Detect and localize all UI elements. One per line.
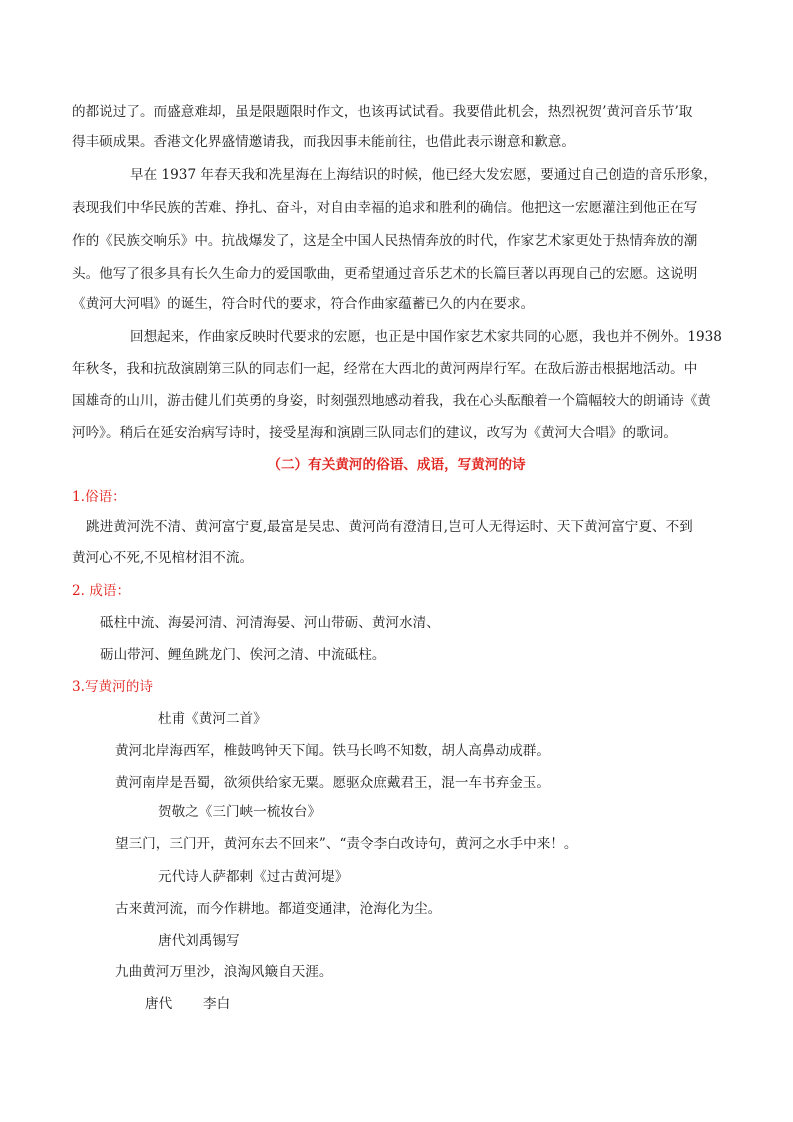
paragraph-1937-line: 头。他写了很多具有长久生命力的爱国歌曲，更希望通过音乐艺术的长篇巨著以再现自己的宏愿。这说明: [72, 266, 698, 282]
poems-heading: 3.写黄河的诗: [72, 679, 153, 695]
paragraph-1937-line: 《黄河大河唱》的诞生，符合时代的要求，符合作曲家蕴蓄已久的内在要求。: [72, 296, 535, 312]
poem-line: 黄河南岸是吾蜀，欲须供给家无粟。愿驱众庶戴君王，混一车书弃金玉。: [115, 775, 550, 791]
idioms-heading: 2. 成语：: [72, 583, 131, 599]
poem-author: 李白: [203, 996, 231, 1012]
poem-title: 元代诗人萨都剌《过古黄河堤》: [158, 869, 349, 885]
proverbs-heading: 1.俗语：: [72, 489, 126, 505]
paragraph-1937-line: 表现我们中华民族的苦难、挣扎、奋斗，对自由幸福的追求和胜利的确信。他把这一宏愿灌注到他正在写: [72, 200, 698, 216]
intro-line: 的都说过了。而盛意难却，虽是限题限时作文，也该再试试看。我要借此机会，热烈祝贺’黄河音乐节’取: [72, 104, 693, 120]
paragraph-1938-line: 年秋冬，我和抗敌演剧第三队的同志们一起，经常在大西北的黄河两岸行军。在敌后游击根据地活动。中: [72, 361, 698, 377]
poem-line: 黄河北岸海西军，椎鼓鸣钟天下闻。铁马长鸣不知数，胡人高鼻动成群。: [115, 743, 550, 759]
intro-line: 得丰硕成果。香港文化界盛情邀请我，而我因事未能前往，也借此表示谢意和歉意。: [72, 134, 575, 150]
poem-title: 杜甫《黄河二首》: [158, 711, 267, 727]
paragraph-1938-line: 河吟》。稍后在延安治病写诗时，接受星海和演剧三队同志们的建议，改写为《黄河大合唱》的歌词。: [72, 425, 677, 441]
poem-line: 九曲黄河万里沙，浪淘风簸自天涯。: [115, 964, 333, 980]
proverbs-line: 跳进黄河洗不清、黄河富宁夏,最富是吴忠、黄河尚有澄清日,岂可人无得运时、天下黄河富宁夏、不到: [86, 519, 693, 535]
section-title: （二）有关黄河的俗语、成语，写黄河的诗: [267, 457, 526, 473]
paragraph-1938-line: 回想起来，作曲家反映时代要求的宏愿，也正是中国作家艺术家共同的心愿，我也并不例外。1938: [130, 329, 722, 345]
poem-title: 唐代刘禹锡写: [158, 933, 240, 949]
idioms-line: 砺山带河、鲤鱼跳龙门、俟河之清、中流砥柱。: [100, 647, 386, 663]
paragraph-1937-line: 作的《民族交响乐》中。抗战爆发了，这是全中国人民热情奔放的时代，作家艺术家更处于热情奔放的潮: [72, 233, 698, 249]
poem-dynasty: 唐代: [145, 996, 173, 1012]
proverbs-line: 黄河心不死,不见棺材泪不流。: [72, 550, 254, 566]
poem-title: 贺敬之《三门峡一梳妆台》: [158, 804, 322, 820]
idioms-line: 砥柱中流、海晏河清、河清海晏、河山带砺、黄河水清、: [100, 615, 440, 631]
paragraph-1937-line: 早在 1937 年春天我和冼星海在上海结识的时候，他已经大发宏愿，要通过自己创造的音乐形象，: [130, 167, 717, 183]
paragraph-1938-line: 国雄奇的山川，游击健儿们英勇的身姿，时刻强烈地感动着我，我在心头酝酿着一个篇幅较大的朗诵诗《黄: [72, 393, 711, 409]
poem-line: 古来黄河流，而今作耕地。都道变通津，沧海化为尘。: [115, 901, 442, 917]
poem-line: 望三门，三门开，黄河东去不回来”、“责令李白改诗句，黄河之水手中来！。: [115, 836, 578, 852]
